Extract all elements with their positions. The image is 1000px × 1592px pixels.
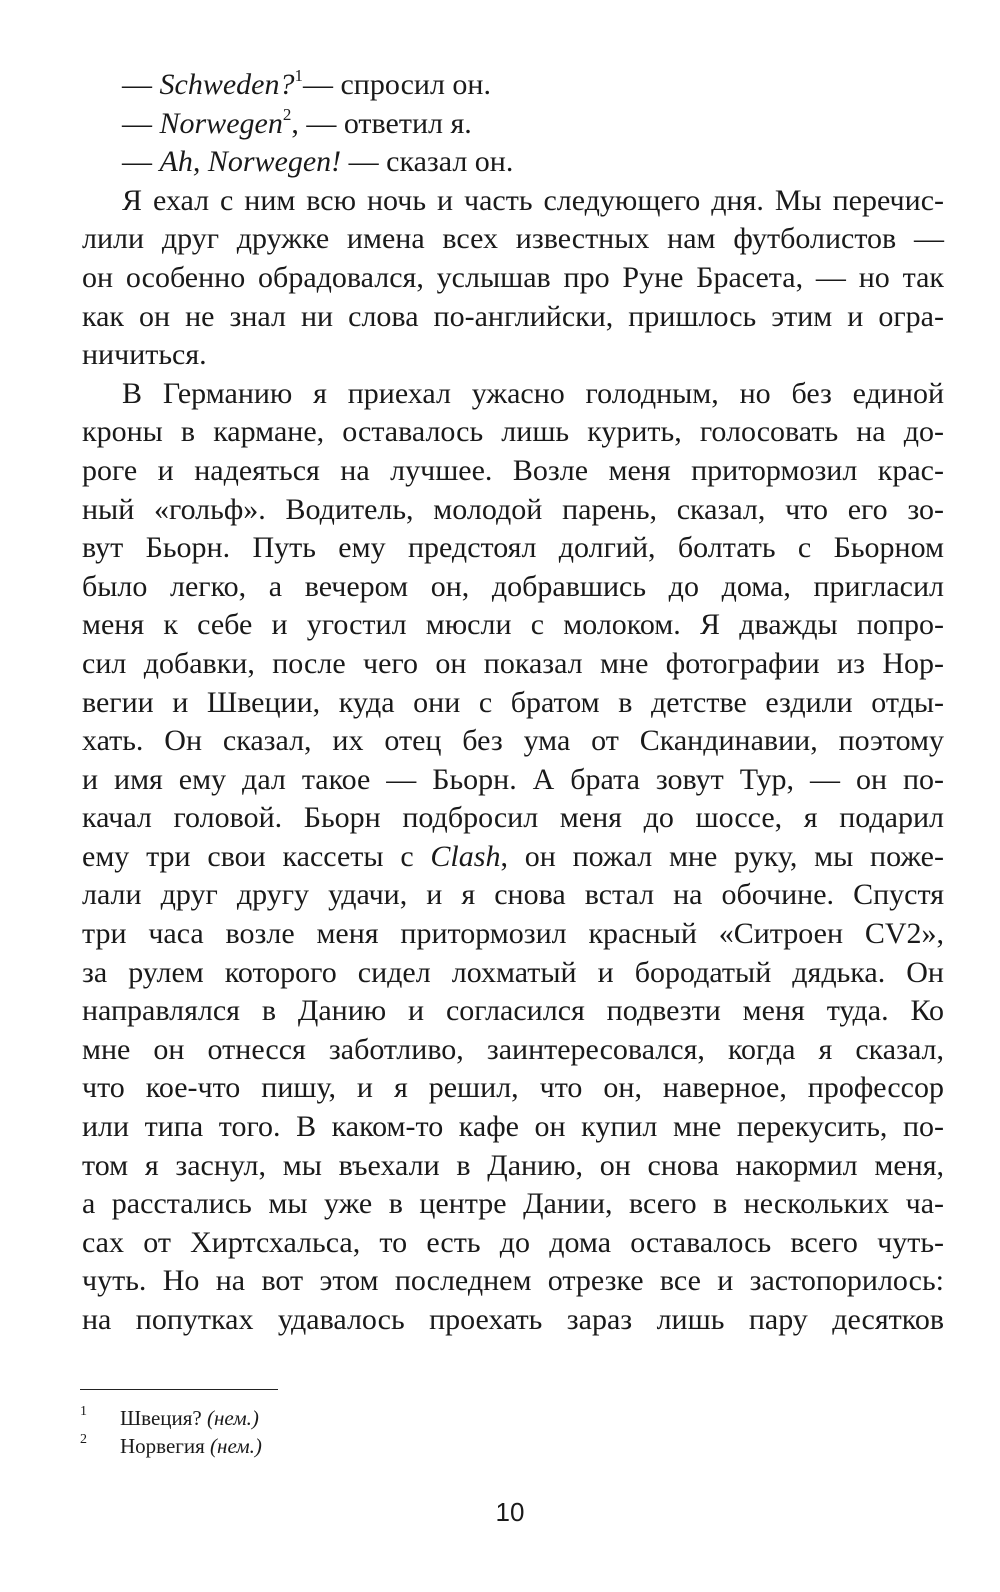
- text-line: он особенно обрадовался, услышав про Руне Брасета, — но так: [82, 260, 944, 294]
- text-line: вегии и Швеции, куда они с братом в детстве ездили отды-: [82, 685, 944, 719]
- text-line: хать. Он сказал, их отец без ума от Скандинавии, поэтому: [82, 724, 944, 758]
- footnote-1: [80, 1404, 780, 1432]
- footnote-text: [120, 1432, 262, 1460]
- italic-foreign-word: Ah, Norwegen!: [159, 145, 342, 179]
- text-line-with-italic: [82, 838, 944, 877]
- text-line: Я ехал с ним всю ночь и часть следующего дня. Мы перечис-: [122, 183, 944, 217]
- page-number: 10: [495, 1497, 525, 1527]
- dialogue-line-3: [82, 143, 944, 182]
- italic-foreign-word: Norwegen: [159, 106, 283, 140]
- text-line: В Германию я приехал ужасно голодным, но без единой: [122, 376, 944, 410]
- footnote-language-note: (нем.): [210, 1434, 262, 1458]
- text-line: том я заснул, мы въехали в Данию, он снова накормил меня,: [82, 1148, 944, 1182]
- dash: —: [122, 145, 160, 179]
- text-line: роге и надеяться на лучшее. Возле меня притормозил крас-: [82, 453, 944, 487]
- body-text: [82, 66, 944, 1340]
- text-line: кроны в кармане, оставалось лишь курить, голосовать на до-: [82, 415, 944, 449]
- text-line: лили друг дружке имена всех известных нам футболистов —: [82, 222, 944, 256]
- footnote-divider: [80, 1389, 278, 1390]
- text-line: было легко, а вечером он, добравшись до дома, пригласил: [82, 569, 944, 603]
- text-line: чуть. Но на вот этом последнем отрезке все и застопорилось:: [82, 1264, 944, 1298]
- text-line: направлялся в Данию и согласился подвезти меня туда. Ко: [82, 994, 944, 1028]
- dialogue-text: , — ответил я.: [291, 106, 472, 140]
- paragraph-2: [82, 375, 944, 1340]
- footnote-language-note: (нем.): [207, 1406, 259, 1430]
- text-line: и имя ему дал такое — Бьорн. А брата зовут Тур, — он по-: [82, 762, 944, 796]
- text-line: как он не знал ни слова по-английски, пришлось этим и огра-: [82, 299, 944, 333]
- footnote-ref: 2: [282, 104, 292, 124]
- italic-band-name: Clash: [430, 839, 501, 873]
- text-line: на попутках удавалось проехать зараз лишь пару десятков: [82, 1303, 944, 1336]
- dialogue-text: — спросил он.: [302, 68, 491, 101]
- text-line: ничиться.: [82, 338, 207, 372]
- footnotes: [80, 1404, 780, 1460]
- text-line: мне он отнесся заботливо, заинтересовался, когда я сказал,: [82, 1032, 944, 1066]
- dialogue-text: — сказал он.: [341, 145, 514, 179]
- text-segment: ему три свои кассеты с: [82, 839, 431, 873]
- paragraph-1: [82, 182, 944, 375]
- text-line: ный «гольф». Водитель, молодой парень, сказал, что его зо-: [82, 492, 944, 526]
- dialogue-line-2: [82, 105, 944, 144]
- text-segment: , он пожал мне руку, мы поже-: [500, 839, 944, 873]
- text-line: лали друг другу удачи, и я снова встал на обочине. Спустя: [82, 878, 944, 912]
- text-line: качал головой. Бьорн подбросил меня до шоссе, я подарил: [82, 801, 944, 835]
- footnote-translation: Швеция?: [120, 1406, 208, 1430]
- dash: —: [122, 106, 160, 140]
- italic-foreign-word: Schweden?: [159, 68, 295, 101]
- footnote-text: [120, 1404, 259, 1432]
- footnote-2: [80, 1432, 780, 1460]
- footnote-translation: Норвегия: [120, 1434, 211, 1458]
- text-line: а расстались мы уже в центре Дании, всего в нескольких ча-: [82, 1187, 944, 1221]
- footnote-number: 1: [80, 1404, 87, 1419]
- text-line: сах от Хиртсхальса, то есть до дома оставалось всего чуть-: [82, 1225, 944, 1259]
- text-line: вут Бьорн. Путь ему предстоял долгий, болтать с Бьорном: [82, 531, 944, 565]
- text-line: меня к себе и угостил мюсли с молоком. Я дважды попро-: [82, 608, 944, 642]
- text-line: что кое-что пишу, и я решил, что он, наверное, профессор: [82, 1071, 944, 1105]
- dialogue-line-1: [82, 66, 944, 105]
- text-line: за рулем которого сидел лохматый и бородатый дядька. Он: [82, 955, 944, 989]
- footnote-ref: 1: [294, 66, 303, 85]
- text-line: сил добавки, после чего он показал мне фотографии из Нор-: [82, 646, 944, 680]
- footnote-number: 2: [80, 1432, 87, 1447]
- dash: —: [122, 68, 160, 101]
- text-line: три часа возле меня притормозил красный «Ситроен CV2»,: [82, 917, 944, 951]
- text-line: или типа того. В каком-то кафе он купил мне перекусить, по-: [82, 1110, 944, 1144]
